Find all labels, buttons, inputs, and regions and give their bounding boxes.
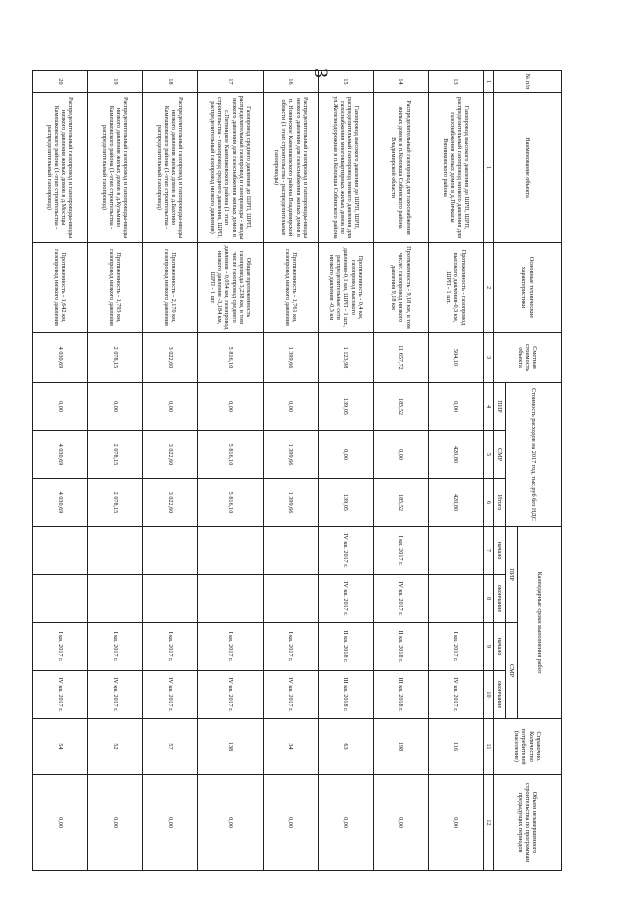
header-schedule-smr: СМР [506,623,518,719]
column-number-cell: 5 [483,431,493,479]
pir-end-value [197,575,263,623]
estimate-value: 4 030,69 [33,333,88,383]
table-row [197,71,263,871]
smr-end-value: IV кв. 2017 г. [142,671,197,719]
smr-start-value: II кв. 2018 г. [318,623,373,671]
pir-end-value [88,575,143,623]
column-number-cell: 6 [483,479,493,527]
consumers-value: 34 [263,719,318,775]
volume-value: 0,00 [318,775,373,871]
pir-start-value: IV кв. 2017 г. [318,527,373,575]
object-specs: Протяженность - газопровод высокого давления-0,3 км, ШРП - 1 шт. [428,243,483,333]
estimate-value: 1 399,66 [263,333,318,383]
row-num: 18 [142,71,197,93]
cost-smr-value: 0,00 [373,431,428,479]
consumers-value: 138 [197,719,263,775]
consumers-value: 116 [428,719,483,775]
pir-end-value [428,575,483,623]
header-smr-end: окончание [494,671,506,719]
cost-pir-value: 0,00 [88,383,143,431]
header-pir-start: начало [494,527,506,575]
column-number-cell: 7 [483,527,493,575]
header-cost2017: Стоимость расходов на 2017 год, тыс.руб без НДС [506,383,562,527]
smr-start-value: I кв. 2017 г. [33,623,88,671]
cost-total-value: 139,05 [318,479,373,527]
table-row [263,71,318,871]
row-num: 17 [197,71,263,93]
pir-start-value [33,527,88,575]
header-num: № п/п [494,71,562,93]
smr-start-value: II кв. 2018 г. [373,623,428,671]
estimate-value: 504,10 [428,333,483,383]
header-cost-total: Итого [494,479,506,527]
smr-start-value: I кв. 2017 г. [142,623,197,671]
cost-pir-value: 0,00 [263,383,318,431]
cost-total-value: 420,80 [428,479,483,527]
pir-start-value: I кв. 2017 г. [373,527,428,575]
header-volume: Объем незавершенного строительства по программам предыдущих периодов [494,775,562,871]
cost-total-value: 4 030,69 [33,479,88,527]
object-specs: Протяженность - 1,642 км, газопровод низкого давления [33,243,88,333]
pir-start-value [263,527,318,575]
object-specs: Протяженность - 2,170 км, газопровод низкого давления [142,243,197,333]
cost-pir-value: 185,52 [373,383,428,431]
smr-end-value: IV кв. 2017 г. [263,671,318,719]
cost-pir-value: 0,00 [428,383,483,431]
header-specs: Основные технические характеристики [494,243,562,333]
row-num: 14 [373,71,428,93]
volume-value: 0,00 [197,775,263,871]
object-name: Распределительный газопровод и газопроводы-вводы низкого давления жилых домов в д.Бахтино Камешковского района (1-этап строительства - распределительный газопровод) [142,93,197,243]
table-row [373,71,428,871]
cost-pir-value: 0,00 [33,383,88,431]
column-number-cell: 10 [483,671,493,719]
smr-end-value: IV кв. 2017 г. [88,671,143,719]
pir-end-value: IV кв. 2017 г. [373,575,428,623]
column-number-cell: 3 [483,333,493,383]
smr-start-value: I кв. 2017 г. [88,623,143,671]
column-number-cell: 8 [483,575,493,623]
cost-pir-value: 0,00 [142,383,197,431]
cost-smr-value: 420,80 [428,431,483,479]
column-number-cell: 12 [483,775,493,871]
estimate-value: 1 123,98 [318,333,373,383]
object-name: Газопровод высокого давления до ШРП, ШРП, распределительный газопровод низкого давления для газоснабжения многоквартирных жилых домов по ул.Железнодорожная в п.Колокша Собинского района [318,93,373,243]
row-num: 13 [428,71,483,93]
object-name: Газопровод среднего давления до ШРП, ШРП, распределительный газопровод и газопроводы - вводы низкого давления для газоснабжения жилых домов в с.Пятницкое Камешковского района (1 этап строительства - газопровод среднего давления, ШРП, распределительный газопровод низкого давления) [197,93,263,243]
volume-value: 0,00 [142,775,197,871]
consumers-value: 63 [318,719,373,775]
smr-end-value: III кв. 2018 г. [373,671,428,719]
volume-value: 0,00 [428,775,483,871]
pir-end-value [142,575,197,623]
smr-end-value: IV кв. 2017 г. [197,671,263,719]
header-consumers: Справочно. Количество потребителей (население) [494,719,562,775]
pir-start-value [428,527,483,575]
consumers-value: 54 [33,719,88,775]
volume-value: 0,00 [373,775,428,871]
pir-start-value [88,527,143,575]
pir-start-value [142,527,197,575]
header-estimate: Сметная стоимость объекта [494,333,562,383]
cost-total-value: 1 399,66 [263,479,318,527]
cost-smr-value: 2 078,15 [88,431,143,479]
table-row [142,71,197,871]
header-cost-smr: СМР [494,431,506,479]
table-row [428,71,483,871]
estimate-value: 3 022,60 [142,333,197,383]
object-name: Газопровод высокого давления до ШРП, ШРП, распределительный газопровод низкого давления для газоснабжения жилых домов в д.Пичкасы Вязниковского района [428,93,483,243]
table-row [33,71,88,871]
object-specs: Протяженность - 1,793 км, газопровод низкого давления [88,243,143,333]
consumers-value: 198 [373,719,428,775]
consumers-value: 57 [142,719,197,775]
cost-pir-value: 0,00 [197,383,263,431]
header-cost-pir: ПИР [494,383,506,431]
pir-start-value [197,527,263,575]
column-number-cell: 1 [483,93,493,243]
volume-value: 0,00 [33,775,88,871]
column-number-cell: 1 [483,71,493,93]
volume-value: 0,00 [263,775,318,871]
cost-smr-value: 0,00 [318,431,373,479]
column-number-cell: 2 [483,243,493,333]
smr-start-value: I кв. 2017 г. [263,623,318,671]
header-smr-start: начало [494,623,506,671]
table-row [318,71,373,871]
object-specs: Протяженность - 0,4 км, газопровод высокого давления-0,1 км, ШРП - 1 шт., распределительные сети низкого давления -0,3 км [318,243,373,333]
cost-smr-value: 5 816,10 [197,431,263,479]
pir-end-value [263,575,318,623]
header-name: Наименование объекта [494,93,562,243]
smr-start-value: I кв. 2017 г. [428,623,483,671]
cost-smr-value: 3 022,60 [142,431,197,479]
consumers-value: 52 [88,719,143,775]
pir-end-value [33,575,88,623]
rotated-table-container [32,70,562,870]
object-name: Распределительный газопровод для газоснабжения жилых домов в п.Колокша Собинского района Владимирской области [373,93,428,243]
cost-total-value: 2 078,15 [88,479,143,527]
estimate-value: 5 816,10 [197,333,263,383]
object-name: Распределительный газопровод и газопроводы-вводы низкого давления жилых домов в д.Мостцы Камешковского района (1-этап строительства - распределительный газопровод) [33,93,88,243]
investment-program-table [32,70,562,871]
header-pir-end: окончание [494,575,506,623]
column-number-cell: 9 [483,623,493,671]
cost-total-value: 185,52 [373,479,428,527]
cost-smr-value: 1 399,66 [263,431,318,479]
row-num: 19 [88,71,143,93]
row-num: 20 [33,71,88,93]
smr-start-value: I кв. 2017 г. [197,623,263,671]
volume-value: 0,00 [88,775,143,871]
object-name: Распределительный газопровод и газопроводы-вводы низкого давления для газоснабжения жилых домов в п. Новинское Камешковского района Владимирской области (1 этап строительства - распределительные газопроводы) [263,93,318,243]
object-name: Распределительный газопровод и газопроводы-вводы низкого давления жилых домов в д.Кузьмино Камешковского района (1-этап строительства - распределительный газопровод) [88,93,143,243]
cost-total-value: 3 022,60 [142,479,197,527]
smr-end-value: IV кв. 2017 г. [428,671,483,719]
header-schedule: Календарные сроки выполнения работ [518,527,562,719]
smr-end-value: III кв. 2018 г. [318,671,373,719]
cost-smr-value: 4 030,69 [33,431,88,479]
object-specs: Протяженность - 1,761 км, газопровод низкого давления [263,243,318,333]
smr-end-value: IV кв. 2017 г. [33,671,88,719]
page-number: 3 [310,68,331,78]
cost-pir-value: 139,05 [318,383,373,431]
column-number-cell: 4 [483,383,493,431]
column-number-cell: 11 [483,719,493,775]
row-num: 16 [263,71,318,93]
object-specs: Протяженность - 9,18 км, в том числе: газопровод низкого давления 9,18 км [373,243,428,333]
estimate-value: 11 657,72 [373,333,428,383]
pir-end-value: IV кв. 2017 г. [318,575,373,623]
table-row [88,71,143,871]
cost-total-value: 5 816,10 [197,479,263,527]
estimate-value: 2 078,15 [88,333,143,383]
object-specs: Общая протяженность газопровода 3,238 км, в том числе газопровод среднего давления - 0,054 км, газопровод низкого давления -3,184 км, ШРП - 1 шт [197,243,263,333]
header-schedule-pir: ПИР [506,527,518,623]
row-num: 15 [318,71,373,93]
